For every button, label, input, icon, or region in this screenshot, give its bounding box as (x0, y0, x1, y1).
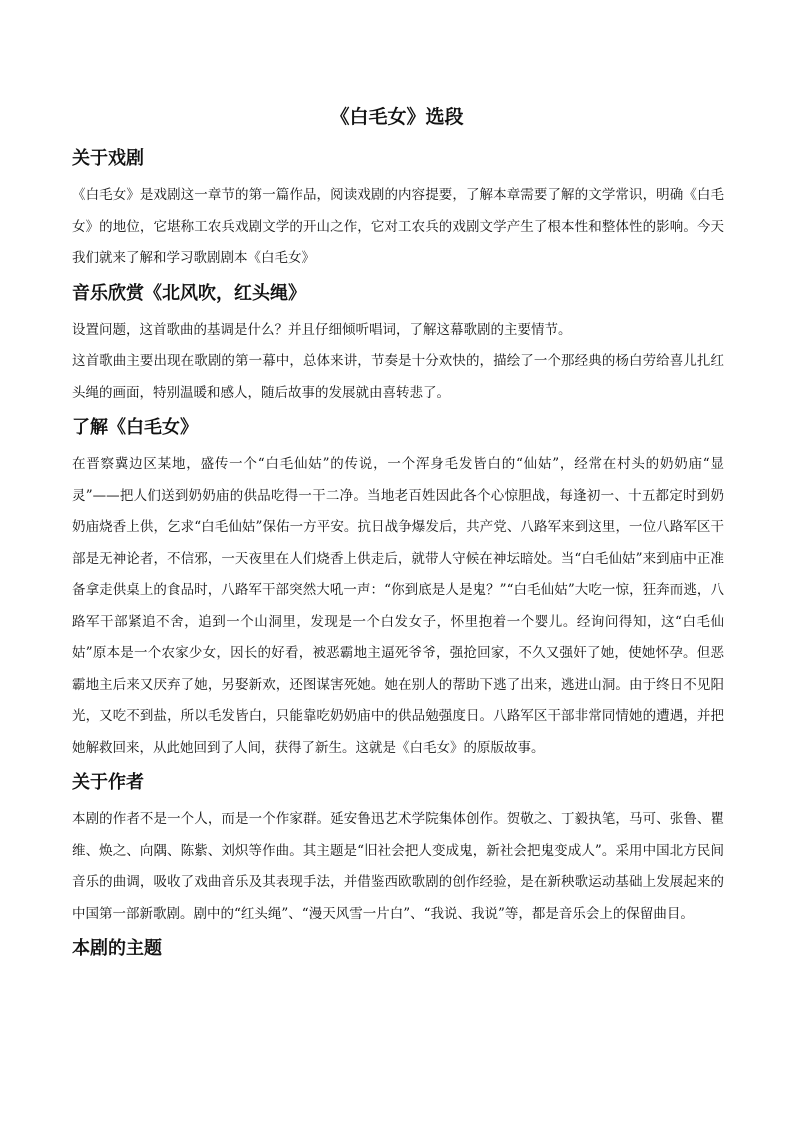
paragraph: 本剧的作者不是一个人，而是一个作家群。延安鲁迅艺术学院集体创作。贺敬之、丁毅执笔，马可、张鲁、瞿维、焕之、向隅、陈紫、刘炽等作曲。其主题是“旧社会把人变成鬼，新社会把鬼变成人”。采用中国北方民间音乐的曲调，吸收了戏曲音乐及其表现手法，并借鉴西欧歌剧的创作经验，是在新秧歌运动基础上发展起来的中国第一部新歌剧。剧中的“红头绳”、“漫天风雪一片白”、“我说、我说”等，都是音乐会上的保留曲目。 (72, 811, 724, 922)
section-heading: 音乐欣赏《北风吹，红头绳》 (72, 282, 306, 304)
section-heading: 关于作者 (72, 772, 144, 793)
document-body (72, 146, 724, 970)
section-heading: 了解《白毛女》 (72, 417, 198, 438)
section-theme (72, 936, 724, 962)
paragraph: 这首歌曲主要出现在歌剧的第一幕中，总体来讲，节奏是十分欢快的，描绘了一个那经典的杨白劳给喜儿扎红头绳的画面，特别温暖和感人，随后故事的发展就由喜转悲了。 (72, 353, 724, 401)
section-heading: 本剧的主题 (72, 938, 162, 959)
section-about-drama (72, 146, 724, 275)
paragraph: 在晋察冀边区某地，盛传一个“白毛仙姑”的传说，一个浑身毛发皆白的“仙姑”，经常在村头的奶奶庙“显灵”——把人们送到奶奶庙的供品吃得一干二净。当地老百姓因此各个心惊胆战，每逢初一、十五都定时到奶奶庙烧香上供，乞求“白毛仙姑”保佑一方平安。抗日战争爆发后，共产党、八路军来到这里，一位八路军区干部是无神论者，不信邪，一天夜里在人们烧香上供走后，就带人守候在神坛暗处。当“白毛仙姑”来到庙中正准备拿走供桌上的食品时，八路军干部突然大吼一声：“你到底是人是鬼？”“白毛仙姑”大吃一惊，狂奔而逃，八路军干部紧追不舍，追到一个山洞里，发现是一个白发女子，怀里抱着一个婴儿。经询问得知，这“白毛仙姑”原本是一个农家少女，因长的好看，被恶霸地主逼死爷爷，强抢回家，不久又强奸了她，使她怀孕。但恶霸地主后来又厌弃了她，另娶新欢，还图谋害死她。她在别人的帮助下逃了出来，逃进山洞。由于终日不见阳光，又吃不到盐，所以毛发皆白，只能靠吃奶奶庙中的供品勉强度日。八路军区干部非常同情她的遭遇，并把她解救回来，从此她回到了人间，获得了新生。这就是《白毛女》的原版故事。 (72, 456, 724, 756)
document-title: 《白毛女》选段 (330, 106, 464, 128)
section-understand-baimaonv (72, 415, 724, 764)
paragraph: 《白毛女》是戏剧这一章节的第一篇作品，阅读戏剧的内容提要，了解本章需要了解的文学常识，明确《白毛女》的地位，它堪称工农兵戏剧文学的开山之作，它对工农兵的戏剧文学产生了根本性和整体性的影响。今天我们就来了解和学习歌剧剧本《白毛女》 (72, 187, 724, 266)
section-heading: 关于戏剧 (72, 148, 144, 169)
paragraph: 设置问题，这首歌曲的基调是什么？并且仔细倾听唱词，了解这幕歌剧的主要情节。 (72, 321, 572, 338)
section-music-appreciation (72, 281, 724, 410)
section-about-author (72, 770, 724, 930)
